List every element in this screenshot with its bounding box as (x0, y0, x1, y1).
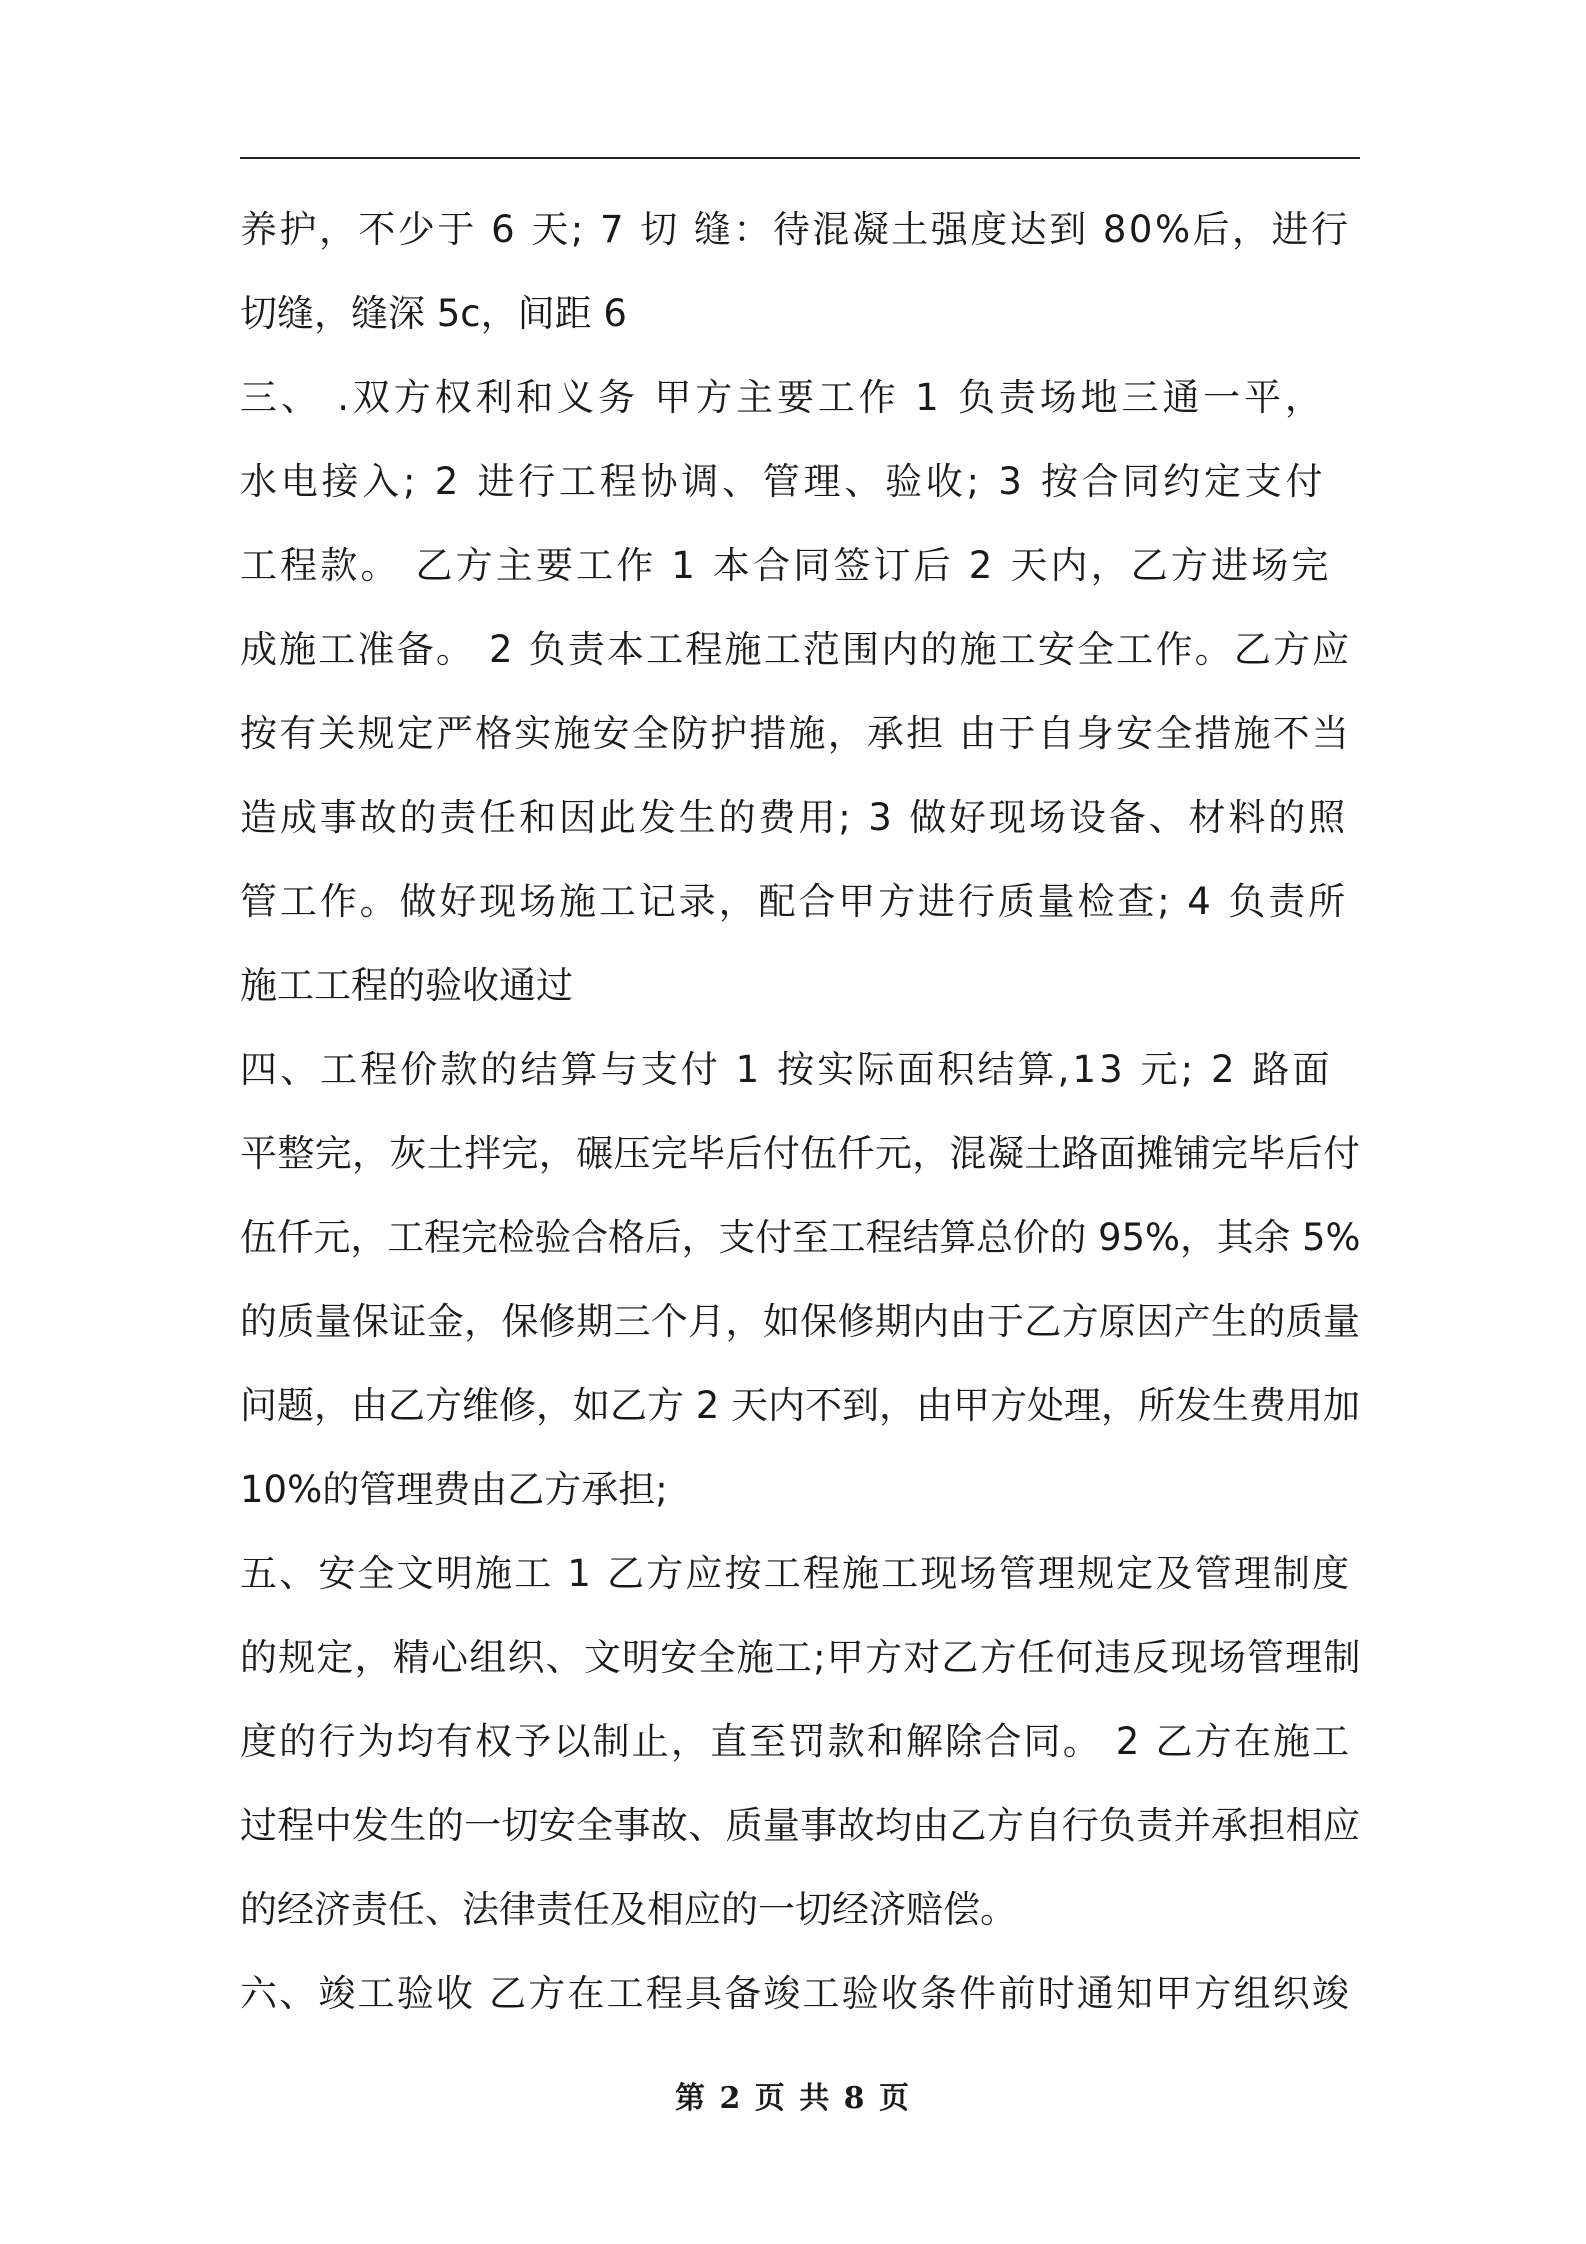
text-line: 的经济责任、法律责任及相应的一切经济赔偿。 (240, 1888, 1017, 1931)
text-line: 的规定，精心组织、文明安全施工;甲方对乙方任何违反现场管理制 (240, 1636, 1362, 1679)
text-line: 平整完，灰土拌完，碾压完毕后付伍仟元，混凝土路面摊铺完毕后付 (240, 1132, 1361, 1175)
text-line: 造成事故的责任和因此发生的费用; 3 做好现场设备、材料的照 (240, 796, 1348, 839)
text-line: 10%的管理费由乙方承担; (240, 1468, 668, 1511)
text-line: 伍仟元，工程完检验合格后，支付至工程结算总价的 95%，其余 5% (240, 1216, 1361, 1259)
text-line: 四、工程价款的结算与支付 1 按实际面积结算,13 元; 2 路面 (240, 1048, 1333, 1091)
text-line: 水电接入; 2 进行工程协调、管理、验收; 3 按合同约定支付 (240, 460, 1327, 503)
text-line: 五、安全文明施工 1 乙方应按工程施工现场管理规定及管理制度 (240, 1552, 1352, 1595)
text-line: 成施工准备。 2 负责本工程施工范围内的施工安全工作。乙方应 (240, 628, 1352, 671)
document-body (240, 188, 1360, 2036)
text-line: 问题，由乙方维修，如乙方 2 天内不到，由甲方处理，所发生费用加 (240, 1384, 1361, 1427)
text-line: 切缝，缝深 5c，间距 6 (240, 292, 627, 335)
text-line: 管工作。做好现场施工记录，配合甲方进行质量检查; 4 负责所 (240, 880, 1348, 923)
page-number: 第 2 页 共 8 页 (675, 2081, 911, 2116)
text-line: 的质量保证金，保修期三个月，如保修期内由于乙方原因产生的质量 (240, 1300, 1361, 1343)
text-line: 施工工程的验收通过 (240, 964, 573, 1007)
text-line: 过程中发生的一切安全事故、质量事故均由乙方自行负责并承担相应 (240, 1804, 1361, 1847)
text-line: 工程款。 乙方主要工作 1 本合同签订后 2 天内，乙方进场完 (240, 544, 1332, 587)
header-rule (240, 157, 1360, 159)
text-line: 三、 .双方权利和义务 甲方主要工作 1 负责场地三通一平， (240, 376, 1326, 419)
text-line: 六、竣工验收 乙方在工程具备竣工验收条件前时通知甲方组织竣 (240, 1972, 1352, 2015)
text-line: 养护，不少于 6 天; 7 切 缝：待混凝土强度达到 80%后，进行 (240, 208, 1351, 251)
text-line: 度的行为均有权予以制止，直至罚款和解除合同。 2 乙方在施工 (240, 1720, 1352, 1763)
text-line: 按有关规定严格实施安全防护措施，承担 由于自身安全措施不当 (240, 712, 1352, 755)
